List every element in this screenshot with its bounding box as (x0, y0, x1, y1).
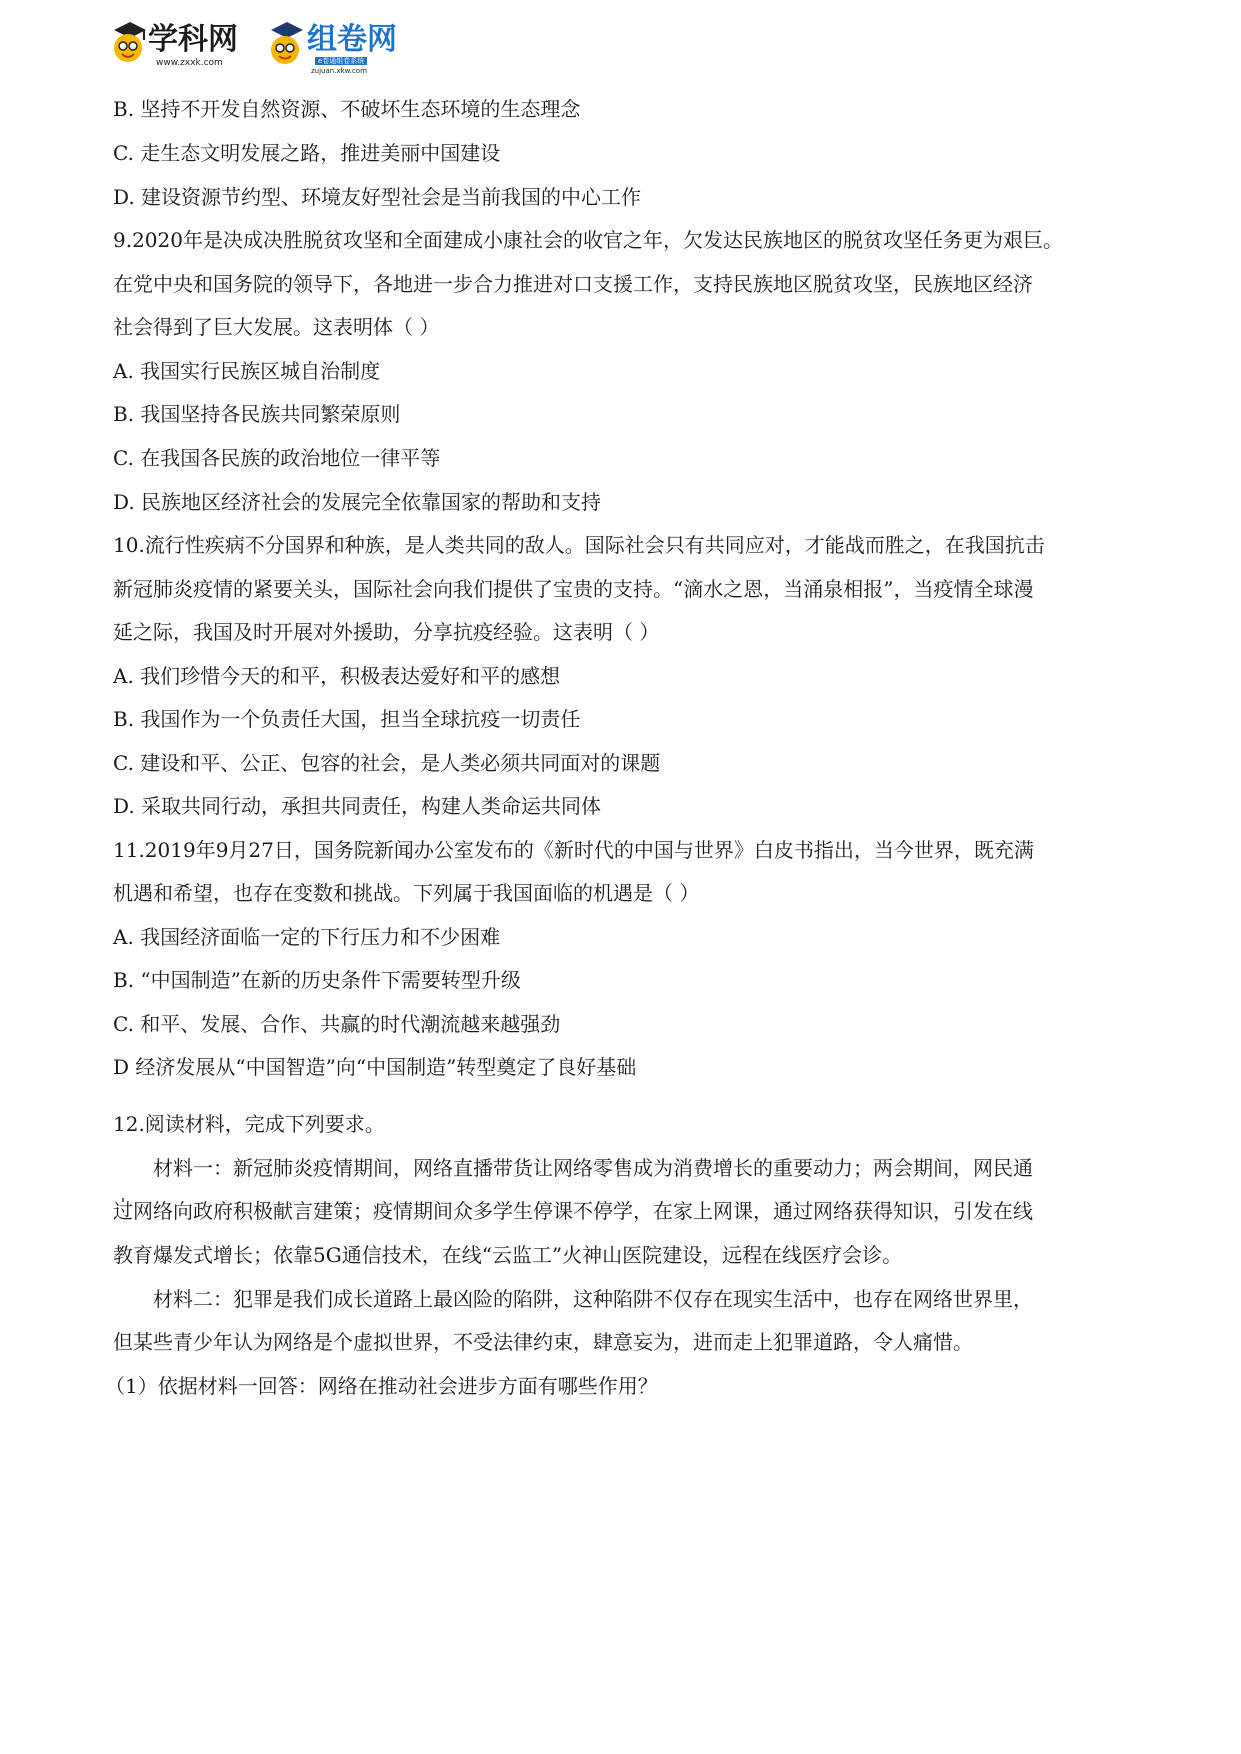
q10-option-b: B. 我国作为一个负责任大国，担当全球抗疫一切责任 (113, 707, 581, 731)
q10-stem-line: 10.流行性疾病不分国界和种族，是人类共同的敌人。国际社会只有共同应对，才能战而胜之，在我国抗击 (113, 533, 1045, 557)
q9-option-d: D. 民族地区经济社会的发展完全依靠国家的帮助和支持 (113, 490, 602, 514)
q10-stem-line: 延之际，我国及时开展对外援助，分享抗疫经验。这表明（ ） (113, 620, 660, 644)
xuekewang-site: www.zxxk.com (156, 58, 223, 68)
q12-stem: 12.阅读材料，完成下列要求。 (113, 1112, 385, 1136)
zujuanwang-site: zujuan.xkw.com (311, 67, 367, 75)
q11-stem-line: 11.2019年9月27日，国务院新闻办公室发布的《新时代的中国与世界》白皮书指出，当今世界，既充满 (113, 838, 1034, 862)
material-one-line: 过网络向政府积极献言建策；疫情期间众多学生停课不停学，在家上网课，通过网络获得知识，引发在线 (113, 1199, 1033, 1223)
zujuanwang-tagline: e卷通组卷系统 (315, 57, 367, 65)
q10-stem-line: 新冠肺炎疫情的紧要关头，国际社会向我们提供了宝贵的支持。“滴水之恩，当涌泉相报”，当疫情全球漫 (113, 577, 1034, 601)
material-two-line: 但某些青少年认为网络是个虚拟世界，不受法律约束，肆意妄为，进而走上犯罪道路，令人痛惜。 (113, 1330, 973, 1354)
q11-option-d: D 经济发展从“中国智造”向“中国制造”转型奠定了良好基础 (113, 1055, 637, 1079)
q9-option-c: C. 在我国各民族的政治地位一律平等 (113, 446, 441, 470)
q9-option-a: A. 我国实行民族区城自治制度 (113, 359, 381, 383)
q8-option-c: C. 走生态文明发展之路，推进美丽中国建设 (113, 141, 501, 165)
q10-option-d: D. 采取共同行动，承担共同责任，构建人类命运共同体 (113, 794, 602, 818)
q12-sub-question-1: （1）依据材料一回答：网络在推动社会进步方面有哪些作用？ (105, 1374, 658, 1398)
q9-stem-line: 9.2020年是决成决胜脱贫攻坚和全面建成小康社会的收官之年，欠发达民族地区的脱贫攻坚任务更为艰巨。 (113, 228, 1063, 252)
q8-option-b: B. 坚持不开发自然资源、不破坏生态环境的生态理念 (113, 97, 581, 121)
material-one-line: 材料一：新冠肺炎疫情期间，网络直播带货让网络零售成为消费增长的重要动力；两会期间，网民通 (153, 1156, 1033, 1180)
xuekewang-name: 学科网 (148, 22, 238, 57)
q11-option-a: A. 我国经济面临一定的下行压力和不少困难 (113, 925, 501, 949)
material-two-line: 材料二：犯罪是我们成长道路上最凶险的陷阱，这种陷阱不仅存在现实生活中，也存在网络世界里， (153, 1287, 1033, 1311)
zujuanwang-name: 组卷网 (307, 22, 397, 57)
material-one-line: 教育爆发式增长；依靠5G通信技术，在线“云监工”火神山医院建设，远程在线医疗会诊。 (113, 1243, 903, 1267)
q9-stem-line: 社会得到了巨大发展。这表明体（ ） (113, 315, 440, 339)
q11-option-c: C. 和平、发展、合作、共赢的时代潮流越来越强劲 (113, 1012, 561, 1036)
q9-option-b: B. 我国坚持各民族共同繁荣原则 (113, 402, 401, 426)
q9-stem-line: 在党中央和国务院的领导下，各地进一步合力推进对口支援工作，支持民族地区脱贫攻坚，民族地区经济 (113, 272, 1033, 296)
q10-option-a: A. 我们珍惜今天的和平，积极表达爱好和平的感想 (113, 664, 561, 688)
q8-option-d: D. 建设资源节约型、环境友好型社会是当前我国的中心工作 (113, 185, 642, 209)
q11-option-b: B. “中国制造”在新的历史条件下需要转型升级 (113, 968, 521, 992)
q11-stem-line: 机遇和希望，也存在变数和挑战。下列属于我国面临的机遇是（ ） (113, 881, 700, 905)
q10-option-c: C. 建设和平、公正、包容的社会，是人类必须共同面对的课题 (113, 751, 661, 775)
